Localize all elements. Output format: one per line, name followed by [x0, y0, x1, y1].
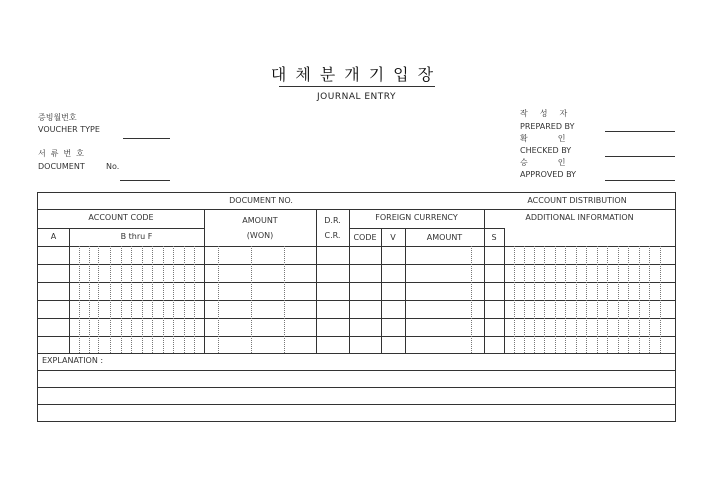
digit-divider [628, 246, 629, 353]
col-rule [504, 228, 505, 353]
digit-divider [597, 246, 598, 353]
digit-divider [142, 246, 143, 353]
digit-divider [152, 246, 153, 353]
row-rule [38, 300, 675, 301]
row-rule [349, 228, 484, 229]
digit-divider [131, 246, 132, 353]
cr-header: C.R. [324, 231, 341, 240]
digit-divider [110, 246, 111, 353]
col-rule [349, 209, 350, 353]
document-no-field[interactable] [120, 180, 170, 181]
checked-label-ko: 확인 [520, 134, 596, 143]
digit-divider [607, 246, 608, 353]
digit-divider [251, 246, 252, 353]
digit-divider [173, 246, 174, 353]
fc-v-header: V [390, 233, 396, 242]
form-title: 대체분개기입장 [270, 65, 443, 84]
approved-label-en: APPROVED BY [520, 170, 577, 179]
prepared-label-en: PREPARED BY [520, 122, 575, 131]
account-code-header: ACCOUNT CODE [88, 213, 154, 222]
digit-divider [576, 246, 577, 353]
digit-divider [163, 246, 164, 353]
voucher-label-en: VOUCHER TYPE [38, 125, 100, 134]
digit-divider [194, 246, 195, 353]
digit-divider [565, 246, 566, 353]
explanation-label: EXPLANATION : [42, 356, 104, 365]
s-header: S [491, 233, 497, 242]
journal-table [37, 192, 676, 422]
digit-divider [218, 246, 219, 353]
col-rule [484, 209, 485, 353]
fc-amount-header: AMOUNT [426, 233, 463, 242]
prepared-label-ko: 작성자 [520, 109, 580, 118]
approved-by-field[interactable] [605, 180, 675, 181]
account-distribution-header: ACCOUNT DISTRIBUTION [527, 196, 627, 205]
digit-divider [98, 246, 99, 353]
form-subtitle: JOURNAL ENTRY [317, 92, 396, 102]
voucher-type-field[interactable] [123, 138, 170, 139]
checked-by-field[interactable] [605, 156, 675, 157]
col-b-thru-f-header: B thru F [120, 232, 153, 241]
row-rule [38, 353, 675, 354]
digit-divider [618, 246, 619, 353]
digit-divider [649, 246, 650, 353]
digit-divider [121, 246, 122, 353]
foreign-currency-header: FOREIGN CURRENCY [375, 213, 458, 222]
digit-divider [586, 246, 587, 353]
row-rule [38, 282, 675, 283]
approved-label-ko: 승인 [520, 158, 596, 167]
dr-header: D.R. [324, 216, 341, 225]
row-rule [38, 209, 675, 210]
fc-code-header: CODE [353, 233, 377, 242]
row-rule [38, 264, 675, 265]
digit-divider [79, 246, 80, 353]
digit-divider [284, 246, 285, 353]
digit-divider [639, 246, 640, 353]
row-rule [38, 404, 675, 405]
digit-divider [660, 246, 661, 353]
document-no-header: DOCUMENT NO. [229, 196, 293, 205]
digit-divider [524, 246, 525, 353]
digit-divider [544, 246, 545, 353]
digit-divider [184, 246, 185, 353]
additional-information-header: ADDITIONAL INFORMATION [525, 213, 634, 222]
row-rule [38, 370, 675, 371]
amount-header: AMOUNT [242, 216, 278, 225]
col-a-header: A [50, 232, 57, 241]
row-rule [38, 246, 675, 247]
voucher-label-ko: 증빙월번호 [38, 113, 77, 122]
digit-divider [514, 246, 515, 353]
document-no-label: No. [106, 162, 120, 171]
col-rule [69, 228, 70, 353]
col-rule [405, 228, 406, 353]
digit-divider [89, 246, 90, 353]
digit-divider [555, 246, 556, 353]
row-rule [38, 318, 675, 319]
prepared-by-field[interactable] [605, 131, 675, 132]
checked-label-en: CHECKED BY [520, 146, 572, 155]
document-label-en: DOCUMENT [38, 162, 85, 171]
document-label-ko: 서류번호 [38, 149, 89, 158]
col-rule [381, 228, 382, 353]
digit-divider [471, 246, 472, 353]
digit-divider [534, 246, 535, 353]
row-rule [38, 228, 204, 229]
row-rule [484, 228, 504, 229]
row-rule [38, 387, 675, 388]
title-underline [279, 86, 435, 87]
row-rule [38, 336, 675, 337]
won-header: (WON) [246, 231, 274, 240]
